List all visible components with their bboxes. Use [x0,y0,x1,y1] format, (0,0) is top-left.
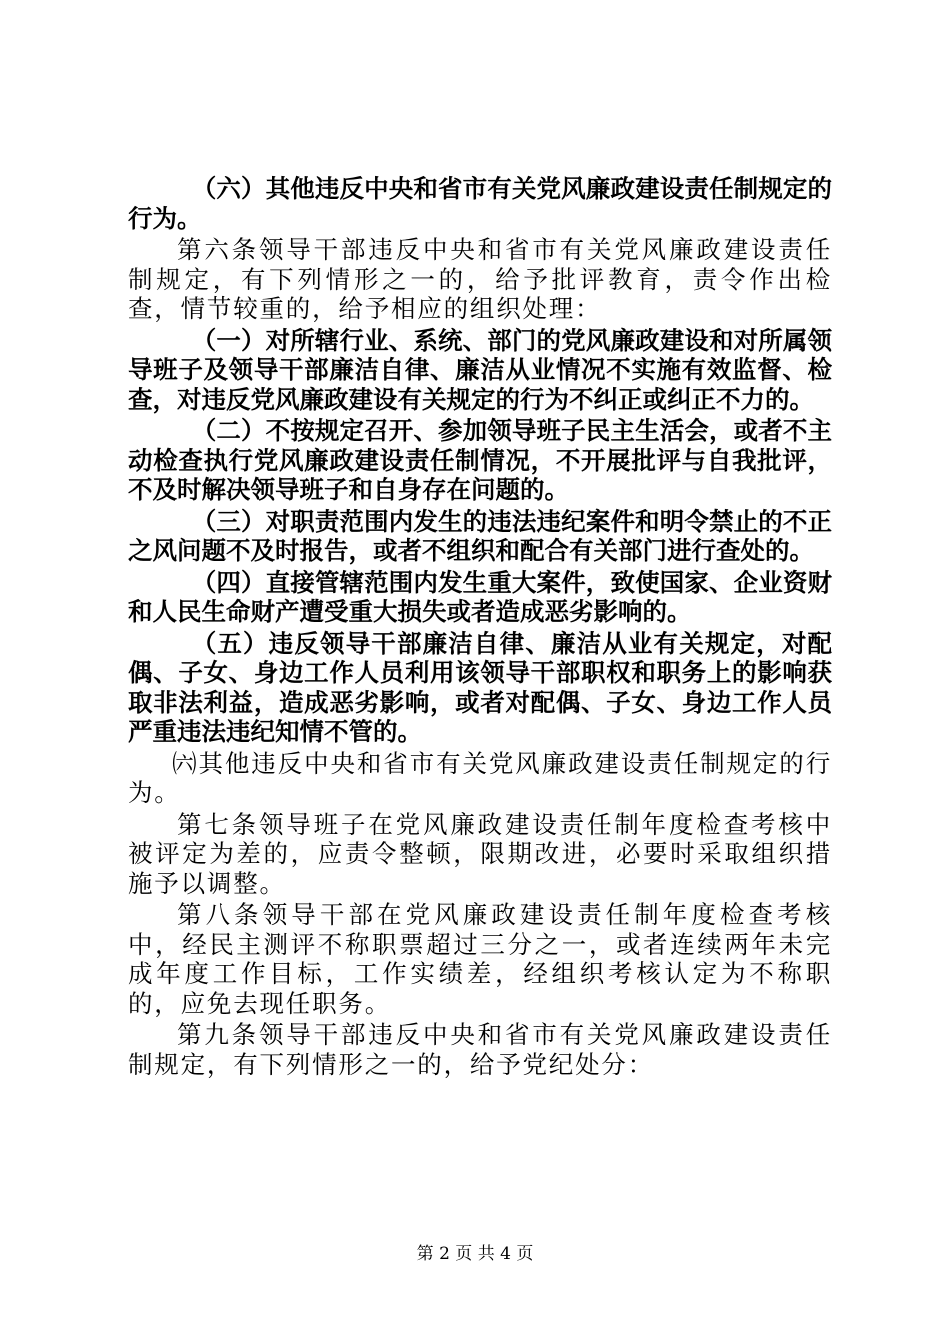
paragraph-article-8: 第八条领导干部在党风廉政建设责任制年度检查考核中，经民主测评不称职票超过三分之一，或者连续两年未完成年度工作目标，工作实绩差，经组织考核认定为不称职的，应免去现任职务。 [128,900,832,1018]
page-footer [0,1243,950,1265]
paragraph-item-1: （一）对所辖行业、系统、部门的党风廉政建设和对所属领导班子及领导干部廉洁自律、廉洁从业情况不实施有效监督、检查，对违反党风廉政建设有关规定的行为不纠正或纠正不力的。 [128,325,832,414]
paragraph-article-9: 第九条领导干部违反中央和省市有关党风廉政建设责任制规定，有下列情形之一的，给予党纪处分： [128,1020,832,1079]
paragraph-article-7: 第七条领导班子在党风廉政建设责任制年度检查考核中被评定为差的，应责令整顿，限期改进，必要时采取组织措施予以调整。 [128,809,832,898]
page-indicator: 第 2 页 共 4 页 [416,1244,534,1264]
paragraph-item-6: ㈥其他违反中央和省市有关党风廉政建设责任制规定的行为。 [128,748,832,807]
paragraph-article-6: 第六条领导干部违反中央和省市有关党风廉政建设责任制规定，有下列情形之一的，给予批评教育，责令作出检查，情节较重的，给予相应的组织处理： [128,235,832,323]
paragraph-item-4: （四）直接管辖范围内发生重大案件，致使国家、企业资财和人民生命财产遭受重大损失或者造成恶劣影响的。 [128,567,832,626]
document-body [128,174,832,1079]
paragraph-item-2: （二）不按规定召开、参加领导班子民主生活会，或者不主动检查执行党风廉政建设责任制情况，不开展批评与自我批评，不及时解决领导班子和自身存在问题的。 [128,416,832,504]
paragraph-item-5: （五）违反领导干部廉洁自律、廉洁从业有关规定，对配偶、子女、身边工作人员利用该领导干部职权和职务上的影响获取非法利益，造成恶劣影响，或者对配偶、子女、身边工作人员严重违法违纪知情不管的。 [128,628,832,746]
paragraph-item-3: （三）对职责范围内发生的违法违纪案件和明令禁止的不正之风问题不及时报告，或者不组织和配合有关部门进行查处的。 [128,506,832,565]
paragraph-item-6-clause: （六）其他违反中央和省市有关党风廉政建设责任制规定的行为。 [128,174,832,233]
